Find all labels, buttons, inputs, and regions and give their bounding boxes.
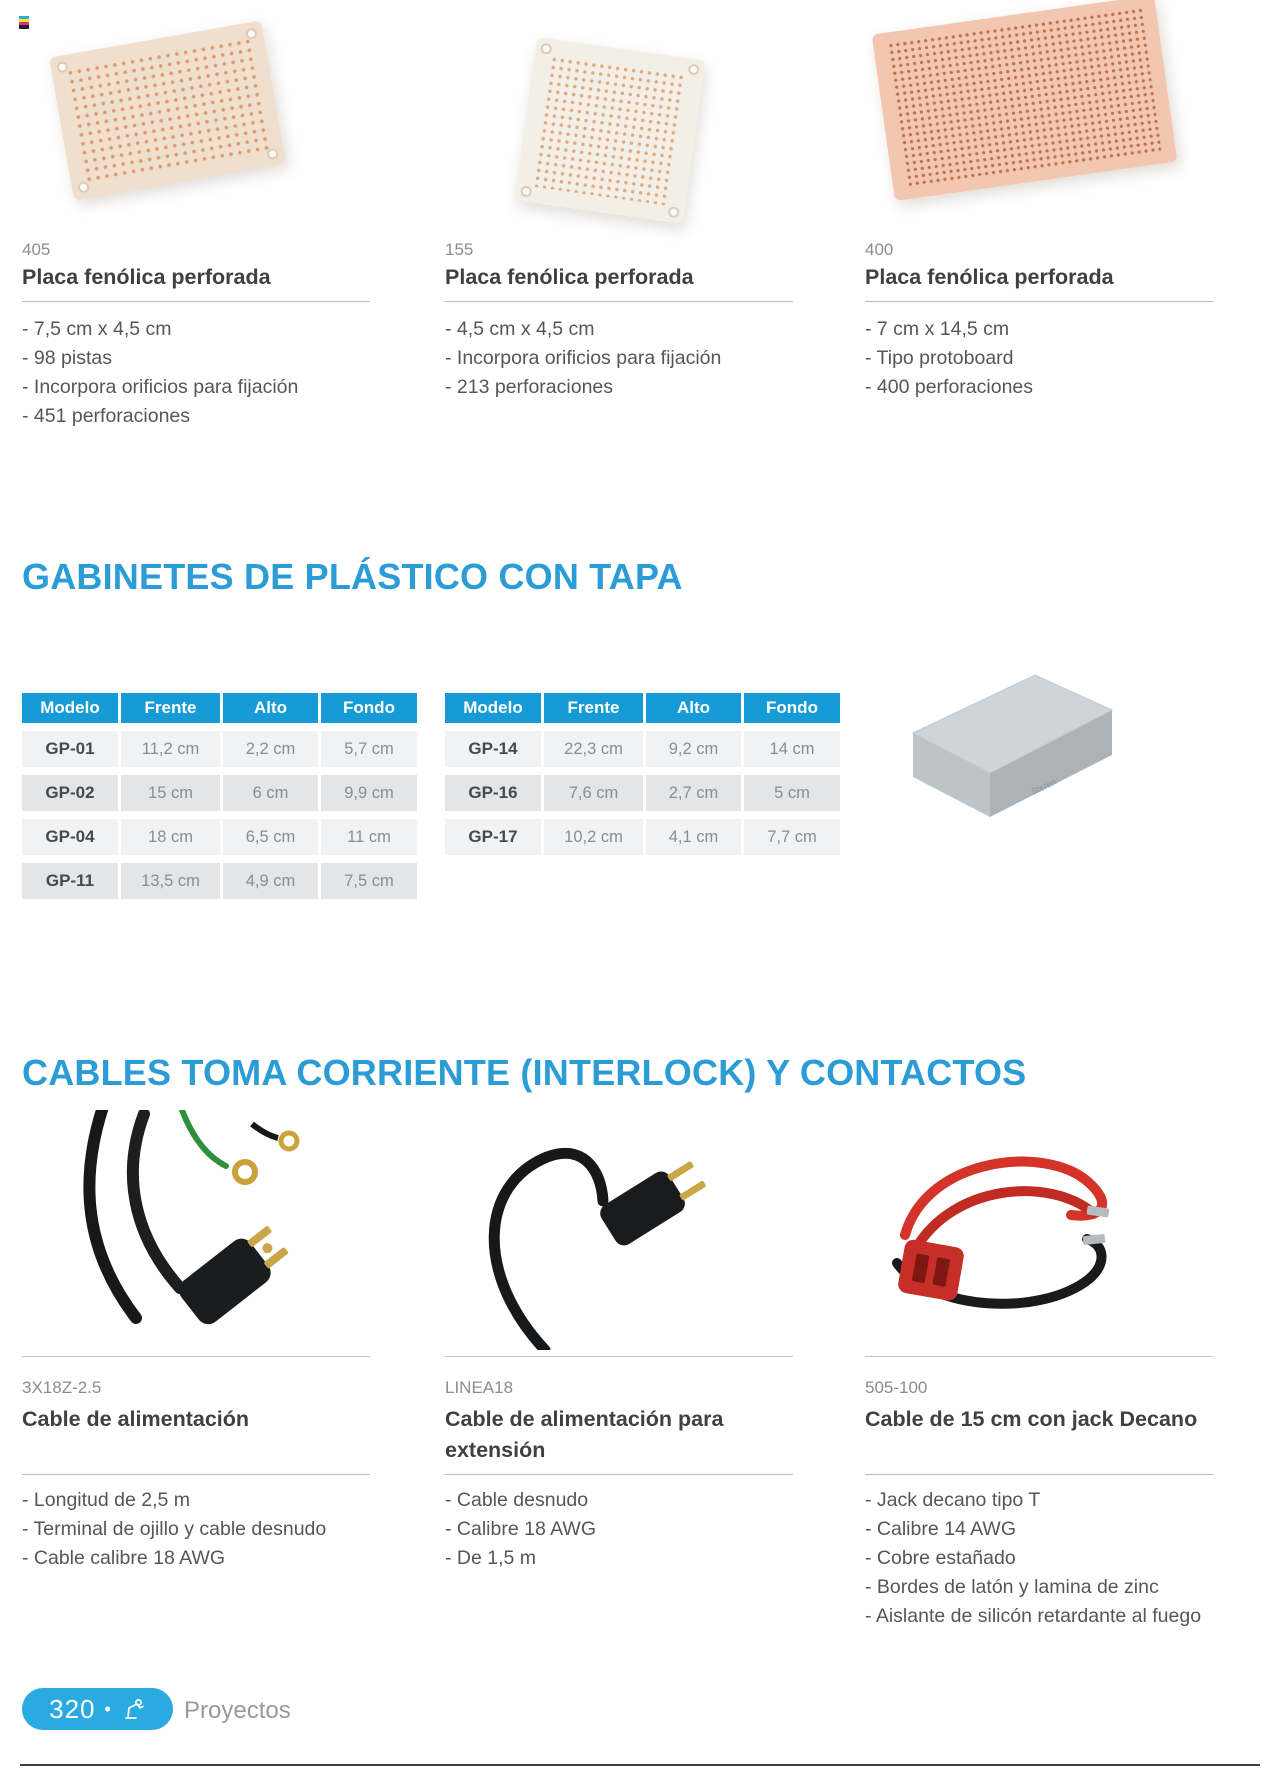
power-cable-image-3x18z	[40, 1110, 330, 1350]
product-title: Placa fenólica perforada	[865, 265, 1213, 302]
product-title: Cable de 15 cm con jack Decano	[865, 1407, 1198, 1431]
feature-item: - Calibre 14 AWG	[865, 1518, 1016, 1540]
product-code: 400	[865, 240, 894, 259]
footer-section-label: Proyectos	[184, 1697, 291, 1724]
title-rule	[865, 1474, 1213, 1475]
column-header: Alto	[223, 693, 318, 723]
feature-item: - Aislante de silicón retardante al fuego	[865, 1605, 1202, 1627]
gabinetes-table-1	[22, 693, 417, 899]
table-cell: 11,2 cm	[121, 731, 220, 767]
table-cell: 6,5 cm	[223, 819, 318, 855]
table-cell: 18 cm	[121, 819, 220, 855]
mounting-hole	[266, 148, 279, 161]
section-title-gabinetes: GABINETES DE PLÁSTICO CON TAPA	[22, 556, 683, 597]
title-rule	[445, 1474, 793, 1475]
feature-item: - Incorpora orificios para fijación	[445, 347, 722, 369]
product-code: 3X18Z-2.5	[22, 1378, 102, 1397]
table-cell: GP-11	[22, 863, 118, 899]
product-code: 505-100	[865, 1378, 928, 1397]
feature-list	[22, 315, 370, 431]
image-divider	[22, 1356, 370, 1357]
product-card-405	[22, 240, 370, 431]
title-rule	[22, 1474, 370, 1475]
feature-item: - 213 perforaciones	[445, 376, 614, 398]
column-header: Frente	[544, 693, 643, 723]
table-cell: 6 cm	[223, 775, 318, 811]
table-cell: 9,9 cm	[321, 775, 417, 811]
feature-item: - Terminal de ojillo y cable desnudo	[22, 1518, 327, 1540]
board-dot-grid	[65, 37, 269, 185]
board-dot-grid	[532, 55, 687, 206]
product-title: Placa fenólica perforada	[22, 265, 370, 302]
feature-item: - 451 perforaciones	[22, 405, 191, 427]
section-title-cables: CABLES TOMA CORRIENTE (INTERLOCK) Y CONTACTOS	[22, 1052, 1027, 1093]
feature-list	[445, 315, 793, 402]
product-code: LINEA18	[445, 1378, 514, 1397]
feature-item: - De 1,5 m	[445, 1547, 537, 1569]
mounting-hole	[688, 63, 700, 75]
separator-dot: •	[104, 1698, 111, 1719]
page-bottom-rule	[20, 1764, 1260, 1766]
feature-item: - Calibre 18 AWG	[445, 1518, 596, 1540]
product-card-3x18z	[22, 1378, 370, 1678]
column-header: Fondo	[744, 693, 840, 723]
product-code: 155	[445, 240, 474, 259]
product-card-505-100	[865, 1378, 1213, 1678]
table-cell: 15 cm	[121, 775, 220, 811]
table-cell: 2,2 cm	[223, 731, 318, 767]
column-header: Fondo	[321, 693, 417, 723]
mounting-hole	[540, 43, 552, 55]
column-header: Frente	[121, 693, 220, 723]
table-cell: 7,6 cm	[544, 775, 643, 811]
gabinetes-table-2	[445, 693, 840, 855]
enclosure-brand-text: Steren	[1029, 776, 1058, 797]
feature-item: - Cobre estañado	[865, 1547, 1016, 1569]
table-cell: GP-17	[445, 819, 541, 855]
table-cell: 2,7 cm	[646, 775, 741, 811]
feature-item: - 7 cm x 14,5 cm	[865, 318, 1010, 340]
table-cell: 7,5 cm	[321, 863, 417, 899]
feature-item: - Cable desnudo	[445, 1489, 589, 1511]
image-divider	[865, 1356, 1213, 1357]
table-cell: GP-16	[445, 775, 541, 811]
table-cell: GP-01	[22, 731, 118, 767]
feature-item: - Bordes de latón y lamina de zinc	[865, 1576, 1159, 1598]
mounting-hole	[668, 206, 680, 218]
feature-list	[445, 1486, 793, 1573]
table-cell: 4,9 cm	[223, 863, 318, 899]
board-dot-grid	[887, 7, 1162, 189]
table-cell: GP-14	[445, 731, 541, 767]
column-header: Modelo	[22, 693, 118, 723]
registration-mark	[19, 16, 29, 29]
table-cell: 5 cm	[744, 775, 840, 811]
product-title: Cable de alimentación para extensión	[445, 1407, 724, 1462]
feature-item: - Longitud de 2,5 m	[22, 1489, 191, 1511]
column-header: Alto	[646, 693, 741, 723]
page-number-badge	[22, 1688, 173, 1730]
product-card-400	[865, 240, 1213, 402]
mounting-hole	[520, 185, 532, 197]
product-title: Cable de alimentación	[22, 1407, 250, 1431]
perforated-board-image-405	[49, 20, 286, 200]
table-cell: GP-02	[22, 775, 118, 811]
feature-item: - Jack decano tipo T	[865, 1489, 1041, 1511]
feature-item: - Cable calibre 18 AWG	[22, 1547, 226, 1569]
table-cell: 4,1 cm	[646, 819, 741, 855]
robot-arm-icon	[120, 1696, 146, 1722]
feature-item: - 98 pistas	[22, 347, 112, 369]
perforated-board-image-155	[514, 37, 705, 224]
table-cell: 5,7 cm	[321, 731, 417, 767]
product-title: Placa fenólica perforada	[445, 265, 793, 302]
decano-jack-cable-image-505	[835, 1135, 1155, 1340]
feature-list	[865, 315, 1213, 402]
table-cell: 10,2 cm	[544, 819, 643, 855]
image-divider	[445, 1356, 793, 1357]
perforated-board-image-400	[872, 0, 1178, 201]
table-cell: GP-04	[22, 819, 118, 855]
column-header: Modelo	[445, 693, 541, 723]
plastic-enclosure-image	[905, 665, 1120, 825]
feature-list	[865, 1486, 1213, 1631]
feature-item: - Incorpora orificios para fijación	[22, 376, 299, 398]
feature-item: - Tipo protoboard	[865, 347, 1014, 369]
table-cell: 7,7 cm	[744, 819, 840, 855]
feature-item: - 7,5 cm x 4,5 cm	[22, 318, 172, 340]
product-card-155	[445, 240, 793, 402]
registration-stripe-black	[19, 25, 29, 29]
feature-item: - 4,5 cm x 4,5 cm	[445, 318, 595, 340]
page-number: 320	[49, 1693, 96, 1724]
table-cell: 14 cm	[744, 731, 840, 767]
extension-cable-image-linea18	[455, 1115, 725, 1350]
feature-list	[22, 1486, 370, 1573]
table-cell: 22,3 cm	[544, 731, 643, 767]
product-card-linea18	[445, 1378, 793, 1678]
table-cell: 13,5 cm	[121, 863, 220, 899]
feature-item: - 400 perforaciones	[865, 376, 1034, 398]
product-code: 405	[22, 240, 51, 259]
table-cell: 9,2 cm	[646, 731, 741, 767]
table-cell: 11 cm	[321, 819, 417, 855]
